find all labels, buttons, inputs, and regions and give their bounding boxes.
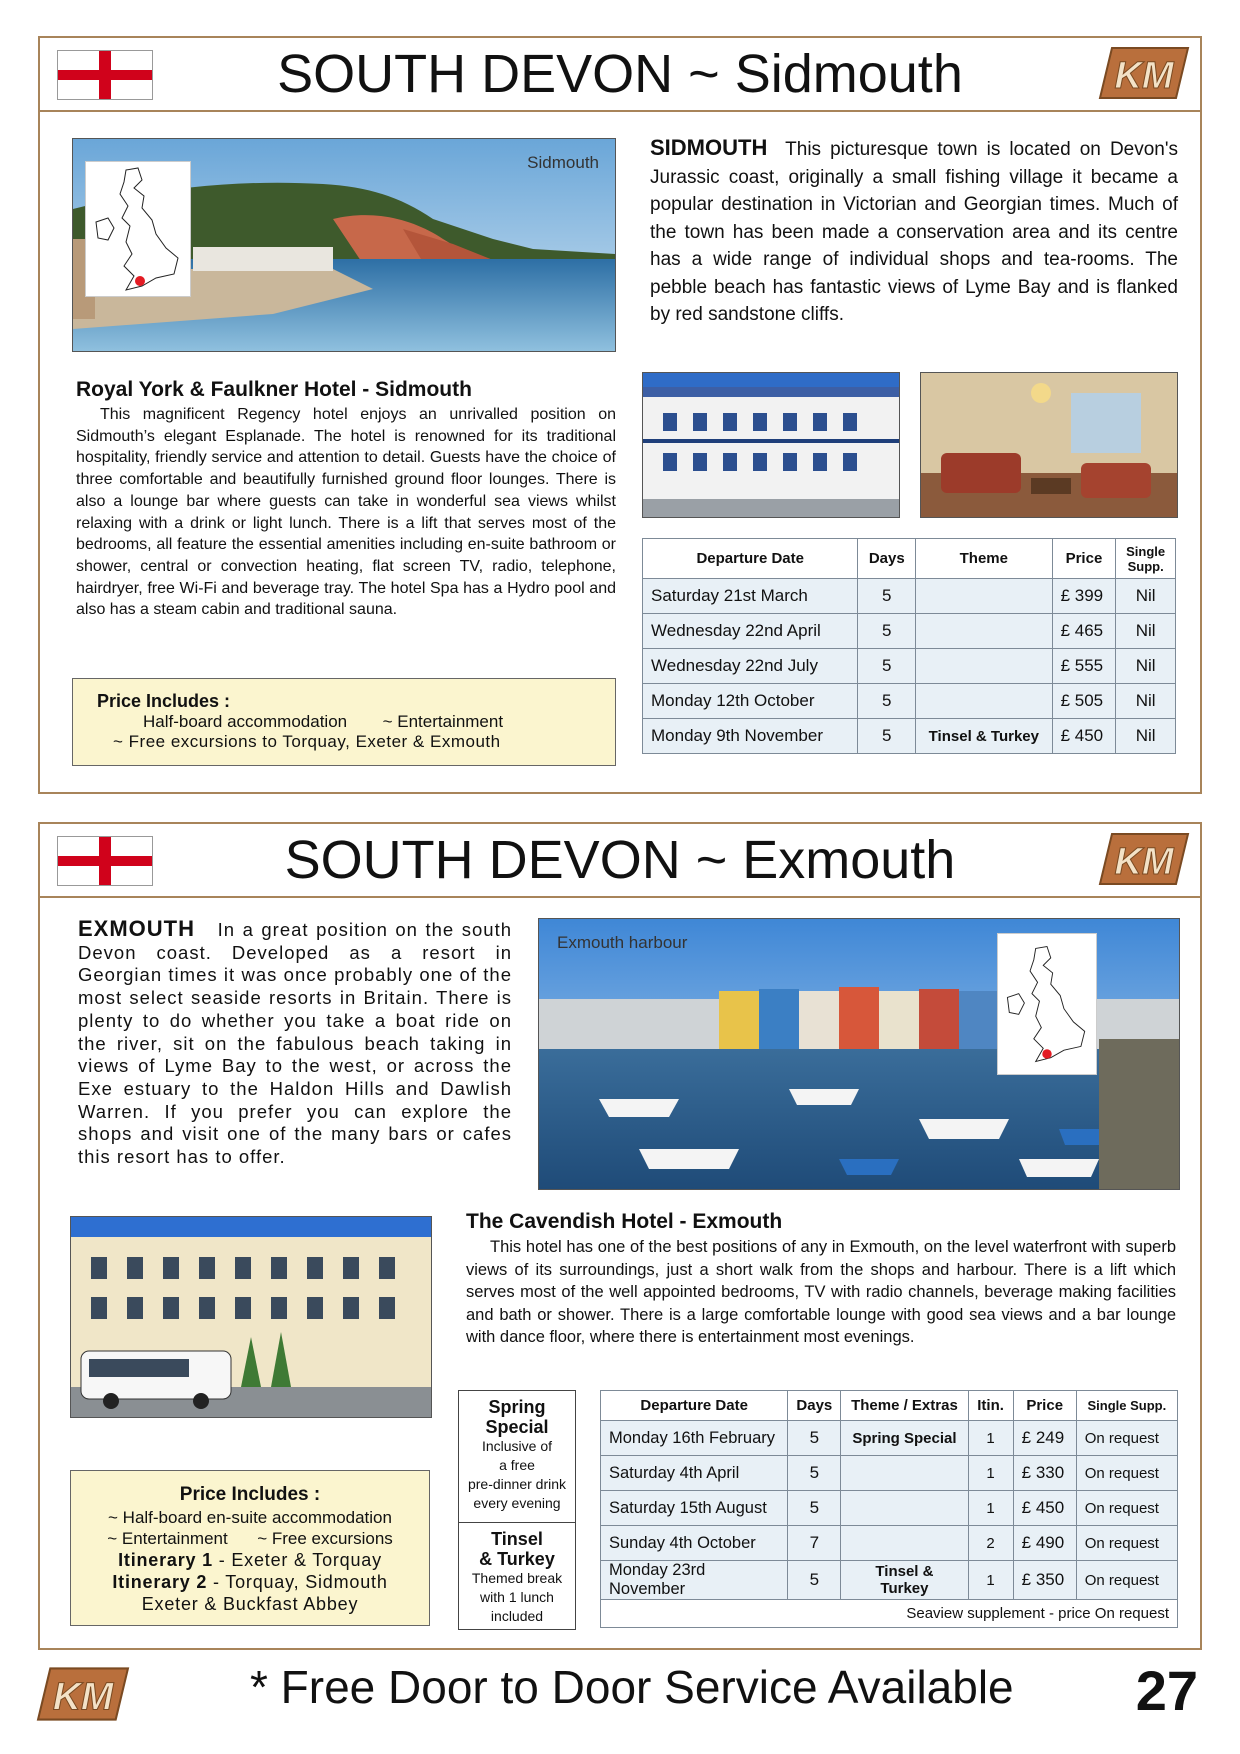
col-days: Days xyxy=(788,1391,841,1421)
cell-date: Monday 9th November xyxy=(643,719,858,754)
price-includes-heading: Price Includes : xyxy=(97,691,231,711)
cell-theme: Tinsel & Turkey xyxy=(916,719,1053,754)
exmouth-intro-text: In a great position on the south Devon coast. Developed as a resort in Georgian times it was once probably one of the most select seaside resorts in Britain. There is plenty to do whether you take a boat ride on the river, sit on the fabulous beach taking in views of Lyme Bay to the west, or across the Exe estuary to the Haldon Hills and Dawlish Warren. If you prefer you can explore the shops and visit one of the many bars or cafes this resort has to offer. xyxy=(78,919,513,1168)
table-header-row xyxy=(643,539,1176,579)
sidmouth-header xyxy=(40,38,1200,112)
cell-price: £ 450 xyxy=(1013,1491,1076,1526)
seaview-supplement-note: Seaview supplement - price On request xyxy=(601,1600,1178,1628)
sidmouth-hotel-title: Royal York & Faulkner Hotel - Sidmouth xyxy=(76,378,472,401)
exmouth-header xyxy=(40,824,1200,898)
exmouth-photo-caption: Exmouth harbour xyxy=(557,933,688,952)
cell-itin: 1 xyxy=(968,1421,1013,1456)
table-row xyxy=(601,1421,1178,1456)
km-logo-icon xyxy=(1098,832,1190,886)
cell-date: Sunday 4th October xyxy=(601,1526,788,1561)
cavendish-hotel-title: The Cavendish Hotel - Exmouth xyxy=(466,1210,783,1233)
spring-line: every evening xyxy=(473,1495,561,1511)
spring-line: a free xyxy=(499,1457,535,1473)
spring-line: pre-dinner drink xyxy=(467,1476,567,1492)
cell-itin: 2 xyxy=(968,1526,1013,1561)
itinerary-1-text: - Exeter & Torquay xyxy=(218,1550,382,1570)
cell-days: 7 xyxy=(788,1526,841,1561)
includes-entertainment: ~ Entertainment xyxy=(107,1529,228,1548)
table-row xyxy=(643,649,1176,684)
exmouth-section xyxy=(38,822,1202,1650)
cell-theme xyxy=(841,1491,968,1526)
tinsel-line: with 1 lunch xyxy=(480,1589,554,1605)
col-theme-extras: Theme / Extras xyxy=(841,1391,968,1421)
royal-york-lounge-photo xyxy=(920,372,1178,518)
uk-location-map xyxy=(997,933,1097,1075)
cell-single-supp: On request xyxy=(1076,1561,1177,1600)
cell-date: Saturday 15th August xyxy=(601,1491,788,1526)
table-row xyxy=(643,579,1176,614)
cell-date: Wednesday 22nd April xyxy=(643,614,858,649)
cell-date: Wednesday 22nd July xyxy=(643,649,858,684)
cell-theme xyxy=(916,614,1053,649)
cell-theme: Tinsel & Turkey xyxy=(841,1561,968,1600)
cell-days: 5 xyxy=(858,649,916,684)
col-single-supp: Single Supp. xyxy=(1116,539,1176,579)
cell-price: £ 330 xyxy=(1013,1456,1076,1491)
cell-days: 5 xyxy=(788,1456,841,1491)
tinsel-title: Tinsel xyxy=(491,1529,543,1549)
includes-half-board: ~ Half-board en-suite accommodation xyxy=(108,1508,392,1527)
location-marker-icon xyxy=(135,276,145,286)
cell-price: £ 490 xyxy=(1013,1526,1076,1561)
cell-days: 5 xyxy=(858,719,916,754)
cell-days: 5 xyxy=(858,579,916,614)
col-price: Price xyxy=(1013,1391,1076,1421)
cell-days: 5 xyxy=(788,1491,841,1526)
itinerary-2-text: - Torquay, Sidmouth xyxy=(213,1572,388,1592)
exmouth-intro xyxy=(78,918,512,1169)
cell-single-supp: Nil xyxy=(1116,719,1176,754)
cell-days: 5 xyxy=(858,614,916,649)
cell-single-supp: On request xyxy=(1076,1456,1177,1491)
cell-single-supp: On request xyxy=(1076,1421,1177,1456)
cell-price: £ 350 xyxy=(1013,1561,1076,1600)
sidmouth-photo xyxy=(72,138,616,352)
table-row xyxy=(601,1561,1178,1600)
royal-york-exterior-photo xyxy=(642,372,900,518)
cell-price: £ 450 xyxy=(1052,719,1116,754)
includes-half-board: Half-board accommodation xyxy=(143,712,348,731)
includes-excursions: ~ Free excursions to Torquay, Exeter & Exmouth xyxy=(113,732,501,751)
cell-theme xyxy=(841,1526,968,1561)
cell-price: £ 249 xyxy=(1013,1421,1076,1456)
sidmouth-photo-caption: Sidmouth xyxy=(527,153,599,172)
cell-date: Saturday 4th April xyxy=(601,1456,788,1491)
includes-entertainment: ~ Entertainment xyxy=(382,712,504,731)
sidmouth-price-includes xyxy=(72,678,616,766)
sidmouth-section xyxy=(38,36,1202,794)
table-row xyxy=(643,614,1176,649)
spring-title-2: Special xyxy=(485,1417,549,1437)
col-departure-date: Departure Date xyxy=(601,1391,788,1421)
spring-line: Inclusive of xyxy=(481,1438,553,1454)
col-departure-date: Departure Date xyxy=(643,539,858,579)
exmouth-intro-heading: EXMOUTH xyxy=(78,916,195,941)
itinerary-2-text-2: Exeter & Buckfast Abbey xyxy=(141,1594,359,1614)
itinerary-1-label: Itinerary 1 xyxy=(118,1550,213,1570)
cavendish-hotel-desc: This hotel has one of the best positions of any in Exmouth, on the level waterfront with superb views of its surroundings, just a short walk from the shops and harbour. There is a lift which serves most of the well appointed bedrooms, TV with radio channels, beverage making facilities and bath or shower. There is a large comfortable lounge with good sea views and a bar lounge with dance floor, where there is entertainment most evenings. xyxy=(466,1238,1176,1346)
cell-single-supp: On request xyxy=(1076,1526,1177,1561)
cell-days: 5 xyxy=(788,1421,841,1456)
table-row xyxy=(643,719,1176,754)
tinsel-line: Themed break xyxy=(471,1570,563,1586)
table-row xyxy=(601,1526,1178,1561)
cell-theme xyxy=(916,579,1053,614)
sidmouth-intro-text: This picturesque town is located on Devon's Jurassic coast, originally a small fishing village it became a popular destination in Victorian and Georgian times. Much of the town has been made a conservation area and its centre has a wide range of individual shops and tea-rooms. The pebble beach has fantastic views of Lyme Bay and is flanked by red sandstone cliffs. xyxy=(650,139,1178,325)
cell-single-supp: Nil xyxy=(1116,684,1176,719)
cell-theme: Spring Special xyxy=(841,1421,968,1456)
cell-price: £ 399 xyxy=(1052,579,1116,614)
price-includes-heading: Price Includes : xyxy=(179,1484,321,1505)
exmouth-departures-table xyxy=(600,1390,1178,1628)
cell-theme xyxy=(841,1456,968,1491)
exmouth-title: SOUTH DEVON ~ Exmouth xyxy=(284,830,956,890)
sidmouth-intro xyxy=(650,134,1178,329)
col-theme: Theme xyxy=(916,539,1053,579)
cell-theme xyxy=(916,684,1053,719)
cell-single-supp: Nil xyxy=(1116,649,1176,684)
sidmouth-hotel-desc: This magnificent Regency hotel enjoys an unrivalled position on Sidmouth’s elegant Esplanade. The hotel is renowned for its traditional hospitality, friendly service and attention to detail. Guests have the choice of three comfortable and beautifully furnished ground floor lounges. There is also a lounge bar where guests can take in wonderful sea views whilst relaxing with a drink or light lunch. There is a lift that serves most of the bedrooms, all feature the essential amenities including en-suite bathroom or shower, central or convection heating, flat screen TV, radio, telephone, hairdryer, free Wi-Fi and beverage tray. The hotel Spa has a Hydro pool and also has a steam cabin and traditional sauna. xyxy=(76,406,616,619)
location-marker-icon xyxy=(1042,1049,1051,1058)
table-row xyxy=(643,684,1176,719)
svg-text:KM: KM xyxy=(1114,55,1174,97)
cavendish-hotel-photo xyxy=(70,1216,432,1418)
cell-price: £ 555 xyxy=(1052,649,1116,684)
cell-theme xyxy=(916,649,1053,684)
tinsel-title-2: & Turkey xyxy=(479,1549,555,1569)
exmouth-price-includes xyxy=(70,1470,430,1626)
table-row xyxy=(601,1491,1178,1526)
uk-location-map xyxy=(85,161,191,297)
svg-text:KM: KM xyxy=(52,1675,114,1719)
cell-price: £ 505 xyxy=(1052,684,1116,719)
col-price: Price xyxy=(1052,539,1116,579)
includes-free-excursions: ~ Free excursions xyxy=(257,1529,393,1548)
col-days: Days xyxy=(858,539,916,579)
page-title: SOUTH DEVON ~ Sidmouth xyxy=(277,44,963,104)
itinerary-2-label: Itinerary 2 xyxy=(112,1572,208,1592)
cell-itin: 1 xyxy=(968,1456,1013,1491)
col-single-supp: Single Supp. xyxy=(1076,1391,1177,1421)
tinsel-turkey-note xyxy=(458,1522,576,1630)
exmouth-harbour-photo xyxy=(538,918,1180,1190)
spring-special-note xyxy=(458,1390,576,1522)
svg-text:KM: KM xyxy=(1114,841,1174,883)
cell-date: Monday 23rd November xyxy=(601,1561,788,1600)
door-to-door-footer: * Free Door to Door Service Available xyxy=(250,1661,1014,1713)
spring-title: Spring xyxy=(488,1397,546,1417)
cell-days: 5 xyxy=(858,684,916,719)
sidmouth-departures-table xyxy=(642,538,1176,754)
col-itin: Itin. xyxy=(968,1391,1013,1421)
cell-price: £ 465 xyxy=(1052,614,1116,649)
page-number: 27 xyxy=(1135,1659,1198,1722)
table-header-row xyxy=(601,1391,1178,1421)
tinsel-line: included xyxy=(490,1608,544,1624)
cell-itin: 1 xyxy=(968,1491,1013,1526)
cell-single-supp: Nil xyxy=(1116,579,1176,614)
table-row xyxy=(601,1456,1178,1491)
cell-itin: 1 xyxy=(968,1561,1013,1600)
table-footnote-row xyxy=(601,1600,1178,1628)
km-logo-icon xyxy=(36,1666,130,1722)
sidmouth-intro-heading: SIDMOUTH xyxy=(650,135,768,160)
cell-date: Monday 16th February xyxy=(601,1421,788,1456)
cell-date: Monday 12th October xyxy=(643,684,858,719)
cell-single-supp: On request xyxy=(1076,1491,1177,1526)
cell-days: 5 xyxy=(788,1561,841,1600)
km-logo-icon xyxy=(1098,46,1190,100)
cell-date: Saturday 21st March xyxy=(643,579,858,614)
cell-single-supp: Nil xyxy=(1116,614,1176,649)
